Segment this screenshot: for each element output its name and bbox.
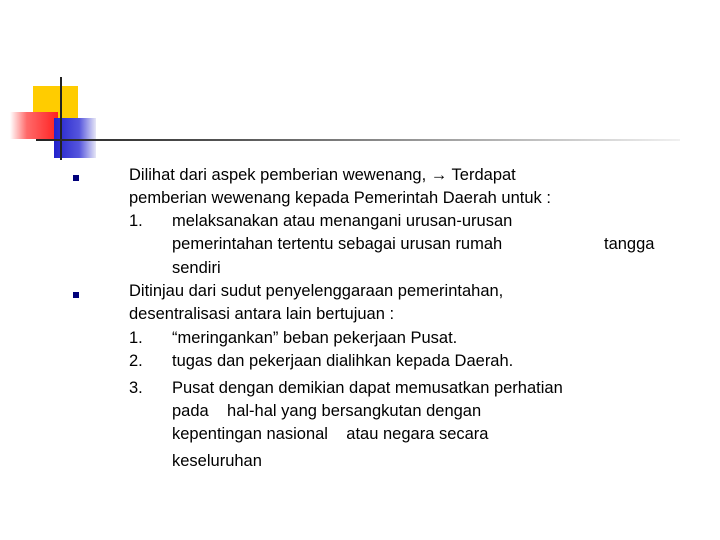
bullet-2-item-3-number: 3.: [129, 379, 143, 397]
bullet-1-item-1-trailing-word: tangga: [604, 235, 655, 253]
bullet-1-item-1-line-2: pemerintahan tertentu sebagai urusan rumah: [172, 235, 503, 253]
bullet-2-item-1-number: 1.: [129, 329, 143, 347]
bullet-1-line-2: pemberian wewenang kepada Pemerintah Daerah untuk :: [129, 189, 551, 207]
bullet-1-item-1-line-3: sendiri: [172, 259, 221, 277]
bullet-2-item-2-line-1: tugas dan pekerjaan dialihkan kepada Daerah.: [172, 352, 514, 370]
bullet-2-item-2-number: 2.: [129, 352, 143, 370]
bullet-2-line-1: Ditinjau dari sudut penyelenggaraan pemerintahan,: [129, 282, 504, 300]
bullet-2-item-3-line-1: Pusat dengan demikian dapat memusatkan perhatian: [172, 379, 563, 397]
bullet-2-item-3-line-3: kepentingan nasional atau negara secara: [172, 425, 489, 443]
bullet-1-item-1-line-1: melaksanakan atau menangani urusan-urusan: [172, 212, 513, 230]
bullet-2-item-1-line-1: “meringankan” beban pekerjaan Pusat.: [172, 329, 458, 347]
bullet-marker: [73, 175, 79, 181]
bullet-2-line-2: desentralisasi antara lain bertujuan :: [129, 305, 395, 323]
bullet-1-line-1: Dilihat dari aspek pemberian wewenang, → Terdapat: [129, 166, 516, 184]
bullet-2-item-3-line-2: pada hal-hal yang bersangkutan dengan: [172, 402, 482, 420]
bullet-2-item-3-line-4: keseluruhan: [172, 452, 262, 470]
bullet-1-item-1-number: 1.: [129, 212, 143, 230]
bullet-marker: [73, 292, 79, 298]
